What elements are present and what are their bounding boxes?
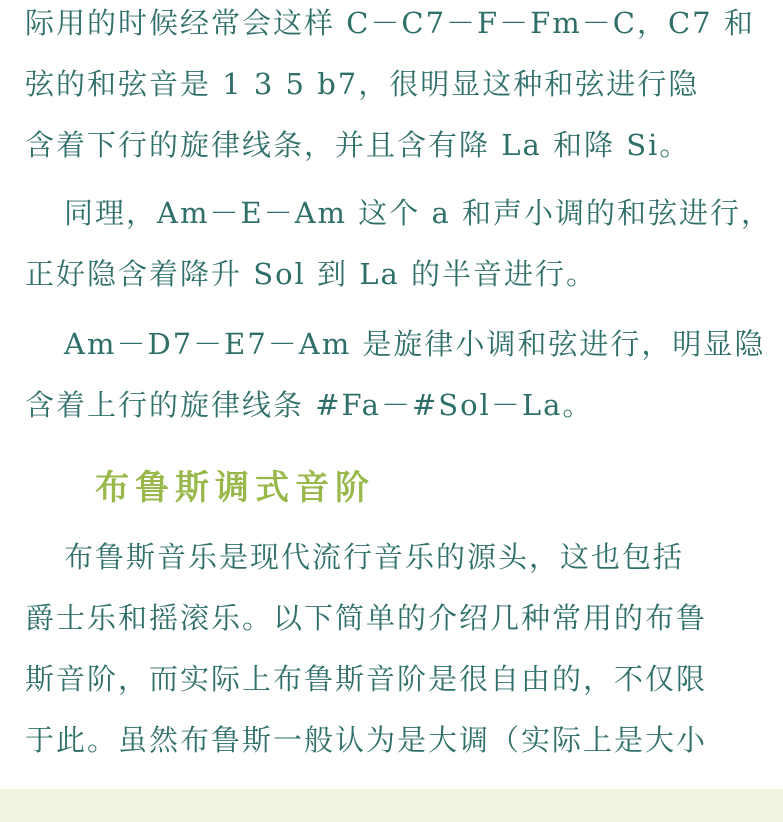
paragraph-4-line-4: 于此。虽然布鲁斯一般认为是大调（实际上是大小 <box>25 723 708 757</box>
paragraph-4-line-3: 斯音阶，而实际上布鲁斯音阶是很自由的，不仅限 <box>25 662 708 696</box>
paragraph-3-line-1: Am－D7－E7－Am 是旋律小调和弦进行，明显隐 <box>64 327 766 361</box>
paragraph-1-line-1: 际用的时候经常会这样 C－C7－F－Fm－C，C7 和 <box>25 6 755 40</box>
paragraph-1-line-3: 含着下行的旋律线条，并且含有降 La 和降 Si。 <box>25 128 691 162</box>
paragraph-3-line-2: 含着上行的旋律线条 #Fa－#Sol－La。 <box>25 388 594 422</box>
paragraph-1-line-2: 弦的和弦音是 1 3 5 b7，很明显这种和弦进行隐 <box>25 67 700 101</box>
paragraph-2-line-2: 正好隐含着降升 Sol 到 La 的半音进行。 <box>25 257 598 291</box>
paragraph-4-line-2: 爵士乐和摇滚乐。以下简单的介绍几种常用的布鲁 <box>25 601 708 635</box>
section-heading: 布鲁斯调式音阶 <box>95 468 375 508</box>
footer-band <box>0 789 783 822</box>
paragraph-4-line-1: 布鲁斯音乐是现代流行音乐的源头，这也包括 <box>64 540 685 574</box>
paragraph-2-line-1: 同理，Am－E－Am 这个 a 和声小调的和弦进行， <box>64 196 772 230</box>
